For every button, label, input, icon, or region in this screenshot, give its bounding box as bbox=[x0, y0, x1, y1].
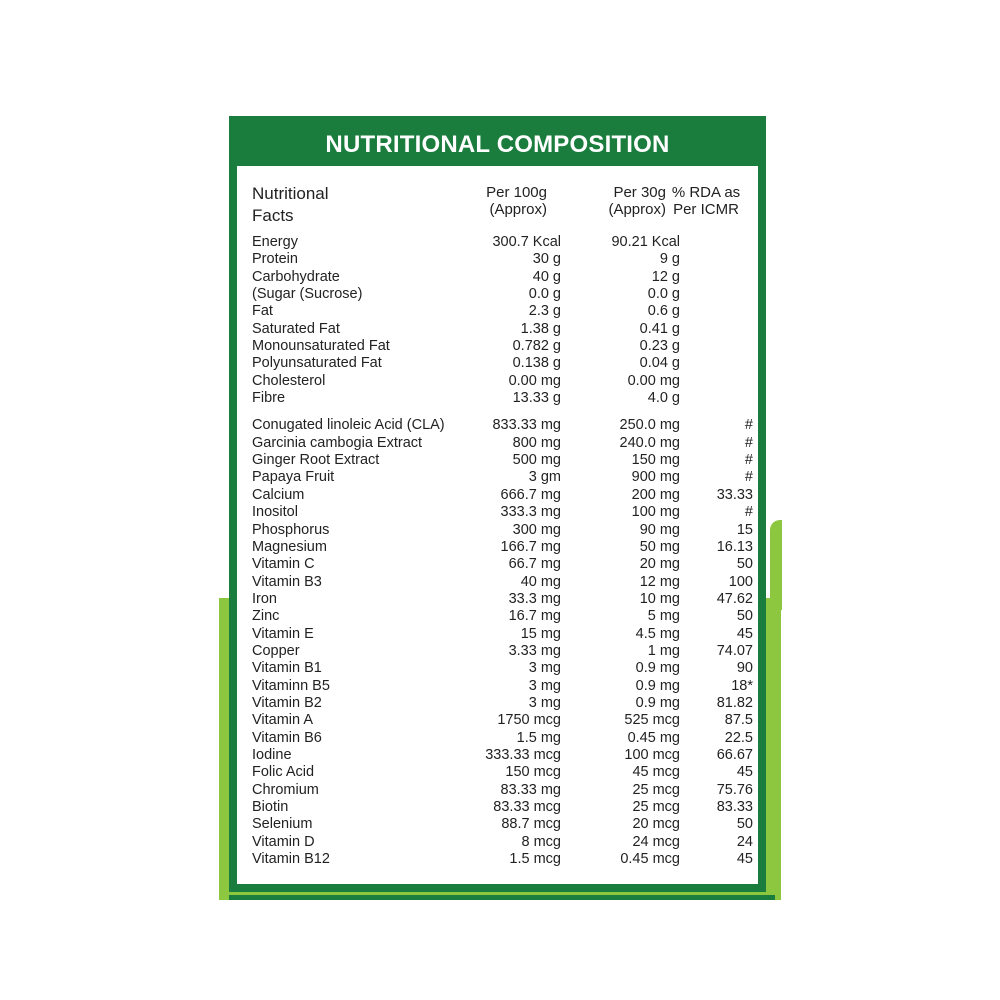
value-rda: 50 bbox=[736, 556, 753, 573]
section-gap bbox=[252, 407, 752, 417]
table-row bbox=[252, 591, 752, 608]
header-nutritional-facts: Nutritional Facts bbox=[252, 184, 329, 225]
table-row bbox=[252, 695, 752, 712]
value-per-100g: 1.5 mcg bbox=[509, 851, 561, 868]
nutrient-name: Vitamin B3 bbox=[252, 573, 322, 590]
value-per-30g: 0.9 mg bbox=[635, 660, 680, 677]
value-per-30g: 9 g bbox=[659, 251, 680, 268]
value-per-30g: 45 mcg bbox=[632, 764, 680, 781]
value-per-30g: 12 g bbox=[651, 268, 680, 285]
value-per-30g: 200 mg bbox=[631, 486, 680, 503]
value-per-100g: 88.7 mcg bbox=[501, 816, 561, 833]
table-row bbox=[252, 373, 752, 390]
table-row bbox=[252, 626, 752, 643]
nutrient-name: Vitamin B1 bbox=[252, 660, 322, 677]
nutrient-name: Phosphorus bbox=[252, 521, 330, 538]
nutrient-name: Vitamin A bbox=[252, 712, 313, 729]
nutrient-name: Cholesterol bbox=[252, 372, 326, 389]
value-per-30g: 525 mcg bbox=[624, 712, 680, 729]
value-per-30g: 0.04 g bbox=[639, 355, 680, 372]
value-per-30g: 5 mg bbox=[647, 608, 680, 625]
bottom-green-strip bbox=[229, 895, 775, 900]
value-per-100g: 1750 mcg bbox=[497, 712, 561, 729]
value-rda: 45 bbox=[736, 851, 753, 868]
nutrient-name: Inositol bbox=[252, 504, 298, 521]
nutrient-name: Magnesium bbox=[252, 538, 327, 555]
value-per-100g: 83.33 mcg bbox=[493, 799, 561, 815]
value-per-30g: 10 mg bbox=[639, 590, 680, 607]
value-per-30g: 25 mcg bbox=[632, 781, 680, 798]
nutrient-name: Vitamin B2 bbox=[252, 694, 322, 711]
table-row bbox=[252, 747, 752, 764]
value-per-100g: 0.138 g bbox=[512, 355, 561, 372]
value-per-30g: 4.5 mg bbox=[635, 625, 680, 642]
value-rda: 24 bbox=[736, 833, 753, 850]
value-per-30g: 25 mcg bbox=[632, 799, 680, 815]
value-rda: # bbox=[744, 504, 753, 521]
nutrient-name: Vitamin E bbox=[252, 625, 314, 642]
panel-title: NUTRITIONAL COMPOSITION bbox=[325, 131, 670, 158]
nutrient-name: Conugated linoleic Acid (CLA) bbox=[252, 417, 445, 434]
value-per-30g: 50 mg bbox=[639, 538, 680, 555]
table-row bbox=[252, 712, 752, 729]
value-per-30g: 0.45 mcg bbox=[620, 851, 680, 868]
value-rda: 90 bbox=[736, 660, 753, 677]
value-per-100g: 40 mg bbox=[520, 573, 561, 590]
nutrient-name: Copper bbox=[252, 642, 300, 659]
table-row bbox=[252, 816, 752, 833]
value-per-100g: 30 g bbox=[532, 251, 561, 268]
value-rda: 75.76 bbox=[716, 781, 753, 798]
table-row bbox=[252, 782, 752, 799]
value-per-100g: 3.33 mg bbox=[508, 642, 561, 659]
table-row bbox=[252, 452, 752, 469]
value-per-30g: 0.41 g bbox=[639, 320, 680, 337]
table-row bbox=[252, 556, 752, 573]
nutrient-name: Garcinia cambogia Extract bbox=[252, 434, 423, 451]
nutrient-name: Selenium bbox=[252, 816, 313, 833]
value-per-30g: 250.0 mg bbox=[619, 417, 680, 434]
value-per-30g: 20 mg bbox=[639, 556, 680, 573]
value-per-30g: 0.0 g bbox=[647, 286, 680, 303]
value-per-30g: 0.45 mg bbox=[627, 729, 680, 746]
nutrient-name: Vitamin C bbox=[252, 556, 315, 573]
value-per-100g: 13.33 g bbox=[512, 390, 561, 407]
value-per-30g: 0.00 mg bbox=[627, 372, 680, 389]
value-per-30g: 150 mg bbox=[631, 452, 680, 469]
value-per-100g: 3 mg bbox=[528, 677, 561, 694]
value-rda: # bbox=[744, 417, 753, 434]
value-rda: # bbox=[744, 452, 753, 469]
nutrient-name: Vitamin B12 bbox=[252, 851, 330, 868]
value-per-100g: 3 gm bbox=[528, 469, 561, 486]
nutrient-name: Biotin bbox=[252, 799, 289, 815]
table-row bbox=[252, 834, 752, 851]
table-row bbox=[252, 608, 752, 625]
table-body bbox=[252, 234, 752, 868]
nutrition-table bbox=[237, 166, 758, 884]
value-rda: 45 bbox=[736, 625, 753, 642]
table-row bbox=[252, 799, 752, 816]
value-rda: 50 bbox=[736, 608, 753, 625]
value-per-100g: 300 mg bbox=[512, 521, 561, 538]
value-rda: 83.33 bbox=[716, 799, 753, 815]
value-per-30g: 24 mcg bbox=[632, 833, 680, 850]
background-lime-tab bbox=[770, 520, 782, 610]
table-row bbox=[252, 539, 752, 556]
nutrient-name: Iron bbox=[252, 590, 277, 607]
value-per-100g: 500 mg bbox=[512, 452, 561, 469]
table-row bbox=[252, 487, 752, 504]
value-per-100g: 3 mg bbox=[528, 660, 561, 677]
header-per-100g: Per 100g (Approx) bbox=[486, 184, 547, 218]
value-per-30g: 90 mg bbox=[639, 521, 680, 538]
value-rda: 45 bbox=[736, 764, 753, 781]
nutrition-panel bbox=[229, 116, 766, 892]
value-per-30g: 240.0 mg bbox=[619, 434, 680, 451]
value-per-100g: 0.00 mg bbox=[508, 372, 561, 389]
value-rda: 100 bbox=[728, 573, 753, 590]
table-row bbox=[252, 234, 752, 251]
value-per-30g: 1 mg bbox=[647, 642, 680, 659]
table-row bbox=[252, 574, 752, 591]
value-per-100g: 1.38 g bbox=[520, 320, 561, 337]
nutrient-name: Monounsaturated Fat bbox=[252, 338, 390, 355]
value-per-30g: 90.21 Kcal bbox=[611, 234, 680, 250]
value-rda: 74.07 bbox=[716, 642, 753, 659]
nutrient-name: Papaya Fruit bbox=[252, 469, 335, 486]
table-row bbox=[252, 678, 752, 695]
nutrient-name: Energy bbox=[252, 234, 298, 250]
value-per-100g: 0.782 g bbox=[512, 338, 561, 355]
value-per-100g: 3 mg bbox=[528, 694, 561, 711]
value-per-100g: 800 mg bbox=[512, 434, 561, 451]
table-row bbox=[252, 522, 752, 539]
value-per-100g: 33.3 mg bbox=[508, 590, 561, 607]
value-per-30g: 20 mcg bbox=[632, 816, 680, 833]
table-row bbox=[252, 269, 752, 286]
value-rda: 50 bbox=[736, 816, 753, 833]
value-per-30g: 100 mg bbox=[631, 504, 680, 521]
table-row bbox=[252, 286, 752, 303]
value-per-100g: 333.3 mg bbox=[500, 504, 561, 521]
value-per-100g: 40 g bbox=[532, 268, 561, 285]
value-per-100g: 83.33 mg bbox=[500, 781, 561, 798]
nutrient-name: Vitamin B6 bbox=[252, 729, 322, 746]
nutrient-name: Ginger Root Extract bbox=[252, 452, 380, 469]
value-per-100g: 16.7 mg bbox=[508, 608, 561, 625]
value-per-100g: 15 mg bbox=[520, 625, 561, 642]
nutrient-name: Zinc bbox=[252, 608, 280, 625]
nutrient-name: Folic Acid bbox=[252, 764, 315, 781]
table-row bbox=[252, 355, 752, 372]
table-row bbox=[252, 303, 752, 320]
value-per-30g: 0.9 mg bbox=[635, 677, 680, 694]
value-rda: 47.62 bbox=[716, 590, 753, 607]
value-per-100g: 833.33 mg bbox=[492, 417, 561, 434]
table-row bbox=[252, 504, 752, 521]
table-row bbox=[252, 660, 752, 677]
value-per-100g: 66.7 mg bbox=[508, 556, 561, 573]
nutrient-name: Polyunsaturated Fat bbox=[252, 355, 382, 372]
value-per-30g: 0.9 mg bbox=[635, 694, 680, 711]
table-row bbox=[252, 321, 752, 338]
value-per-100g: 8 mcg bbox=[521, 833, 561, 850]
nutrient-name: Saturated Fat bbox=[252, 320, 340, 337]
value-per-100g: 1.5 mg bbox=[516, 729, 561, 746]
nutrient-name: Calcium bbox=[252, 486, 305, 503]
value-rda: 16.13 bbox=[716, 538, 753, 555]
table-row bbox=[252, 764, 752, 781]
table-row bbox=[252, 469, 752, 486]
nutrient-name: Protein bbox=[252, 251, 298, 268]
value-rda: 66.67 bbox=[716, 746, 753, 763]
value-per-100g: 300.7 Kcal bbox=[492, 234, 561, 250]
table-row bbox=[252, 730, 752, 747]
nutrient-name: Vitamin D bbox=[252, 833, 315, 850]
value-rda: 33.33 bbox=[716, 486, 753, 503]
value-per-30g: 12 mg bbox=[639, 573, 680, 590]
value-per-30g: 100 mcg bbox=[624, 746, 680, 763]
table-row bbox=[252, 851, 752, 868]
table-row bbox=[252, 390, 752, 407]
header-rda-icmr: % RDA as Per ICMR bbox=[671, 184, 741, 218]
value-per-30g: 0.23 g bbox=[639, 338, 680, 355]
nutrient-name: Vitaminn B5 bbox=[252, 677, 330, 694]
value-per-30g: 900 mg bbox=[631, 469, 680, 486]
table-row bbox=[252, 251, 752, 268]
value-per-30g: 0.6 g bbox=[647, 303, 680, 320]
table-row bbox=[252, 435, 752, 452]
value-per-100g: 666.7 mg bbox=[500, 486, 561, 503]
value-rda: # bbox=[744, 434, 753, 451]
nutrient-name: Iodine bbox=[252, 746, 292, 763]
nutrient-name: Carbohydrate bbox=[252, 268, 340, 285]
value-per-30g: 4.0 g bbox=[647, 390, 680, 407]
nutrient-name: (Sugar (Sucrose) bbox=[252, 286, 363, 303]
value-rda: 15 bbox=[736, 521, 753, 538]
value-per-100g: 0.0 g bbox=[528, 286, 561, 303]
value-per-100g: 150 mcg bbox=[505, 764, 561, 781]
value-rda: 87.5 bbox=[724, 712, 753, 729]
nutrient-name: Chromium bbox=[252, 781, 319, 798]
value-per-100g: 333.33 mcg bbox=[485, 746, 561, 763]
table-row bbox=[252, 338, 752, 355]
value-rda: # bbox=[744, 469, 753, 486]
nutrient-name: Fat bbox=[252, 303, 273, 320]
table-row bbox=[252, 417, 752, 434]
header-per-30g: Per 30g (Approx) bbox=[608, 184, 666, 218]
value-per-100g: 166.7 mg bbox=[500, 538, 561, 555]
value-rda: 22.5 bbox=[724, 729, 753, 746]
value-rda: 18* bbox=[731, 677, 753, 694]
table-row bbox=[252, 643, 752, 660]
value-rda: 81.82 bbox=[716, 694, 753, 711]
nutrient-name: Fibre bbox=[252, 390, 286, 407]
value-per-100g: 2.3 g bbox=[528, 303, 561, 320]
